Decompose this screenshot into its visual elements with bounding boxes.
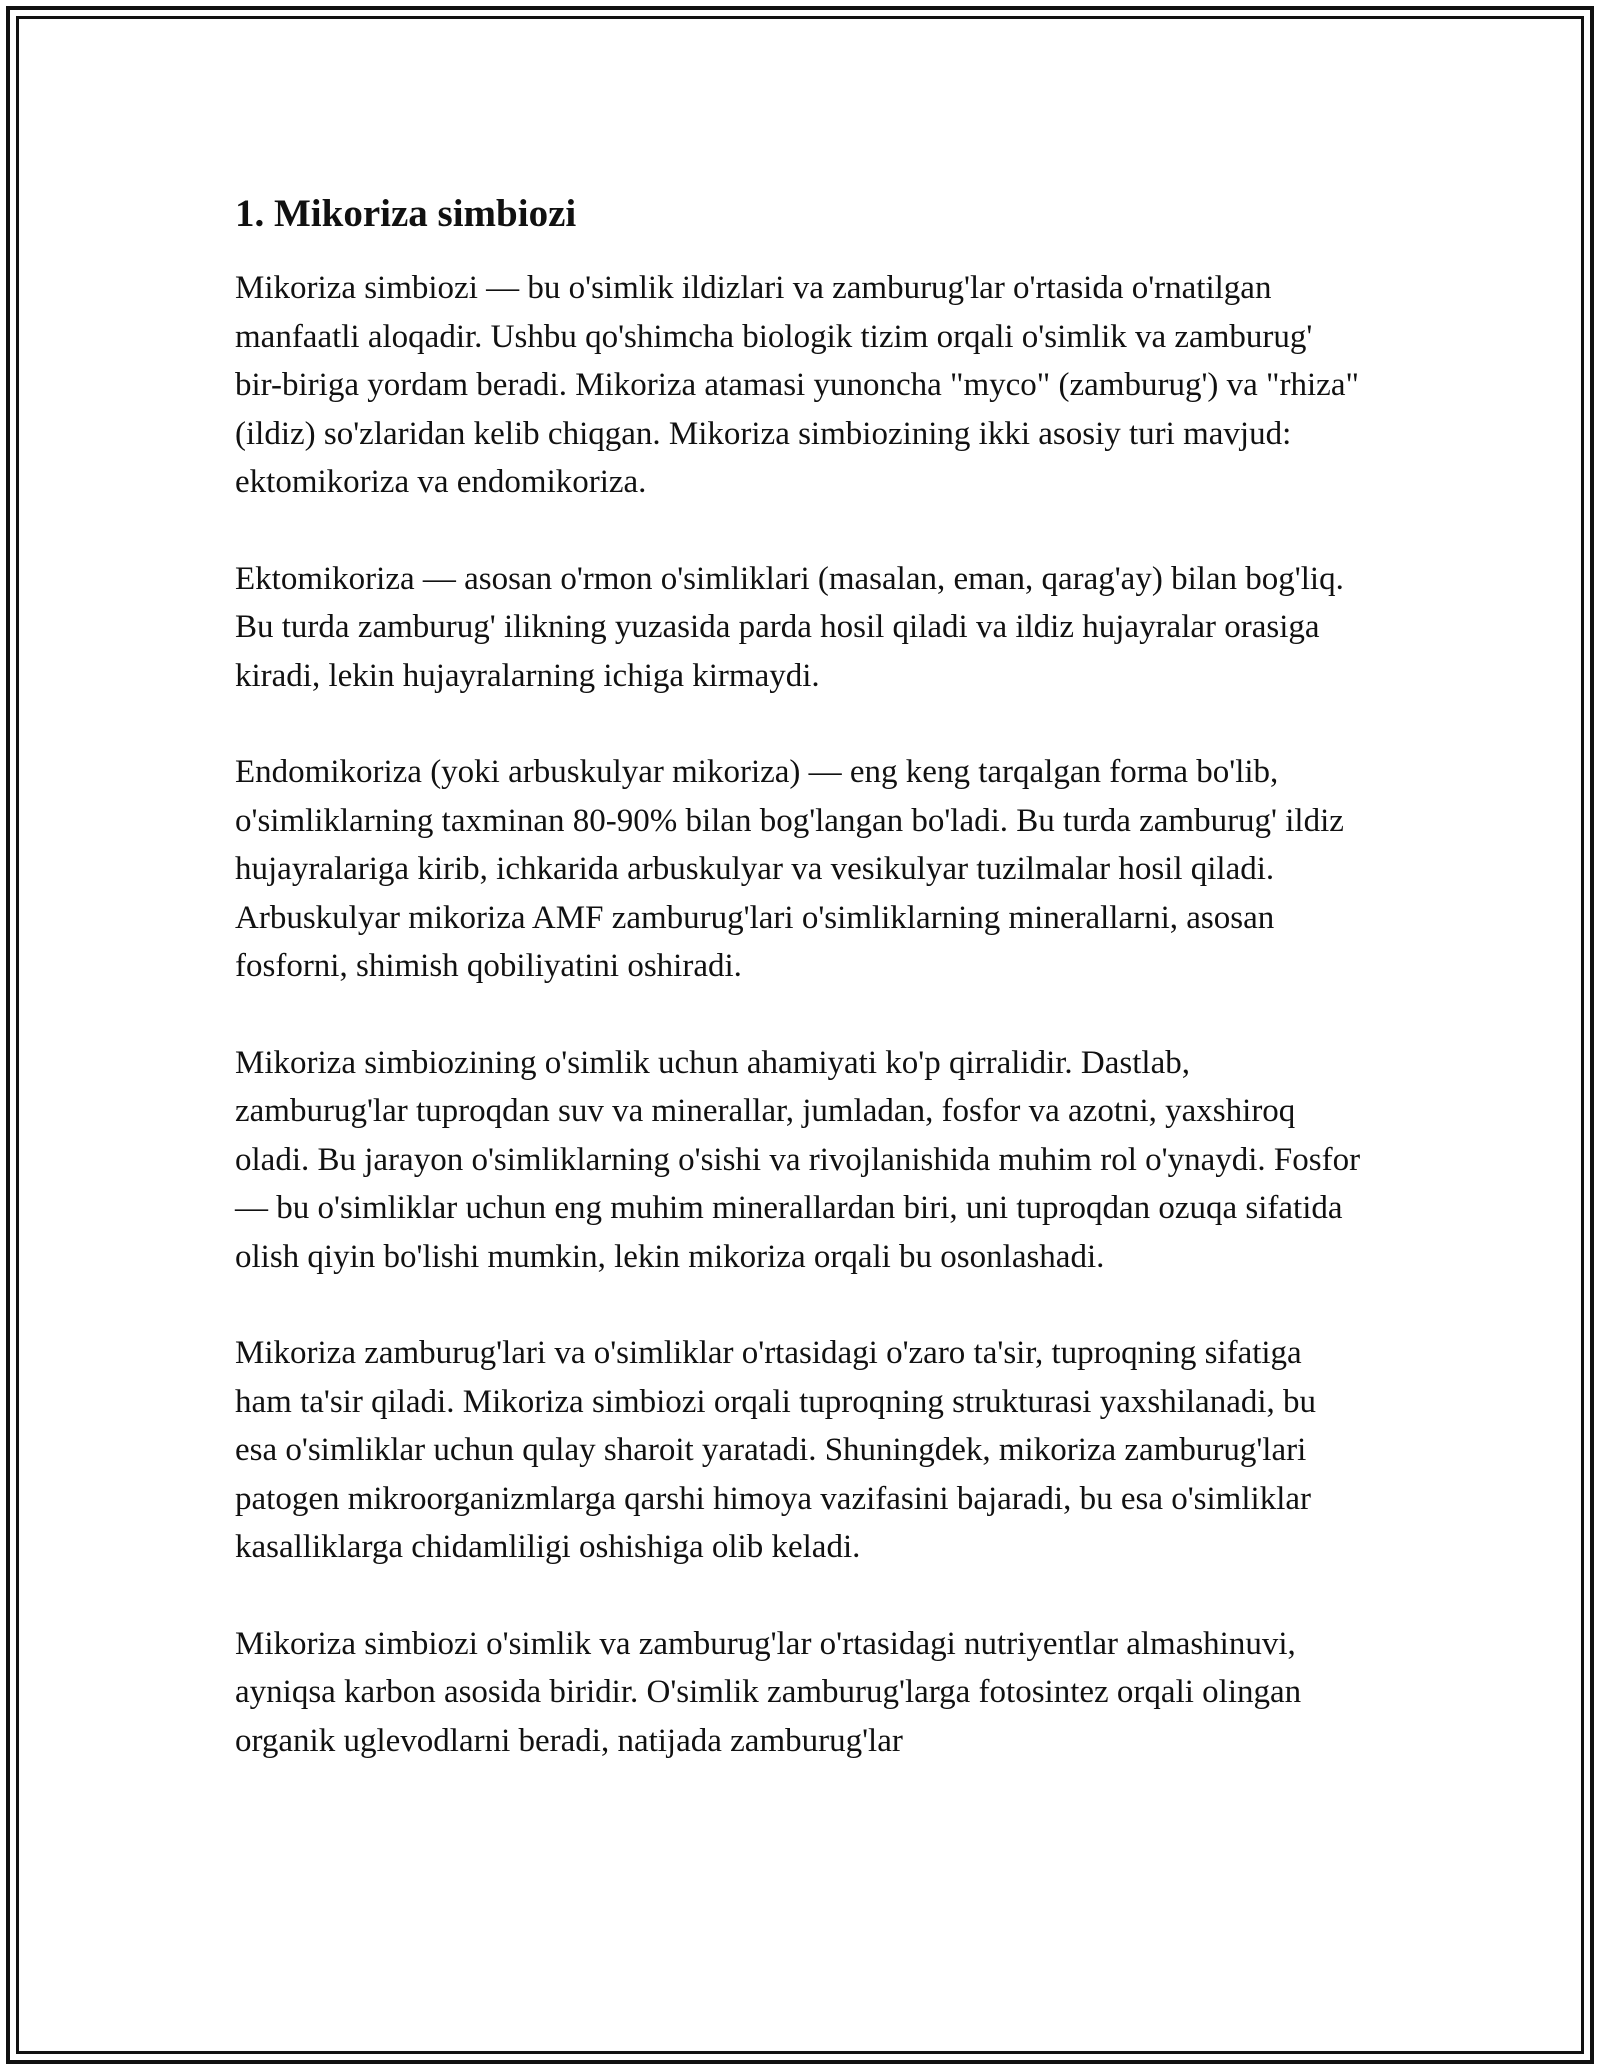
paragraph-importance: Mikoriza simbiozining o'simlik uchun ahamiyati ko'p qirralidir. Dastlab, zamburug'lar tuproqdan suv va minerallar, jumladan, fosfor va azotni, yaxshiroq oladi. Bu jarayon o'simliklarning o'sishi va rivojlanishida muhim rol o'ynaydi. Fosfor — bu o'simliklar uchun eng muhim minerallardan biri, uni tuproqdan ozuqa sifatida olish qiyin bo'lishi mumkin, lekin mikoriza orqali bu osonlashadi. xyxy=(235,1044,1361,1275)
document-body xyxy=(235,182,1365,1813)
paragraph-endomycorrhiza: Endomikoriza (yoki arbuskulyar mikoriza) — eng keng tarqalgan forma bo'lib, o'simliklarning taxminan 80-90% bilan bog'langan bo'ladi. Bu turda zamburug' ildiz hujayralariga kirib, ichkarida arbuskulyar va vesikulyar tuzilmalar hosil qiladi. Arbuskulyar mikoriza AMF zamburug'lari o'simliklarning minerallarni, asosan fosforni, shimish qobiliyatini oshiradi. xyxy=(235,754,1344,984)
paragraph-intro: Mikoriza simbiozi — bu o'simlik ildizlari va zamburug'lar o'rtasida o'rnatilgan manfaatli aloqadir. Ushbu qo'shimcha biologik tizim orqali o'simlik va zamburug' bir-biriga yordam beradi. Mikoriza atamasi yunoncha "myco" (zamburug') va "rhiza" (ildiz) so'zlaridan kelib chiqgan. Mikoriza simbiozining ikki asosiy turi mavjud: ektomikoriza va endomikoriza. xyxy=(235,270,1359,500)
paragraph-nutrient-exchange: Mikoriza simbiozi o'simlik va zamburug'lar o'rtasidagi nutriyentlar almashinuvi, ayniqsa karbon asosida biridir. O'simlik zamburug'larga fotosintez orqali olingan organik uglevodlarni beradi, natijada zamburug'lar xyxy=(235,1625,1302,1759)
paragraph-soil-quality: Mikoriza zamburug'lari va o'simliklar o'rtasidagi o'zaro ta'sir, tuproqning sifatiga ham ta'sir qiladi. Mikoriza simbiozi orqali tuproqning strukturasi yaxshilanadi, bu esa o'simliklar uchun qulay sharoit yaratadi. Shuningdek, mikoriza zamburug'lari patogen mikroorganizmlarga qarshi himoya vazifasini bajaradi, bu esa o'simliklar kasalliklarga chidamliligi oshishiga olib keladi. xyxy=(235,1335,1317,1565)
paragraph-ectomycorrhiza: Ektomikoriza — asosan o'rmon o'simliklari (masalan, eman, qarag'ay) bilan bog'liq. Bu turda zamburug' ilikning yuzasida parda hosil qiladi va ildiz hujayralar orasiga kiradi, lekin hujayralarning ichiga kirmaydi. xyxy=(235,560,1344,694)
section-heading: 1. Mikoriza simbiozi xyxy=(235,192,577,235)
